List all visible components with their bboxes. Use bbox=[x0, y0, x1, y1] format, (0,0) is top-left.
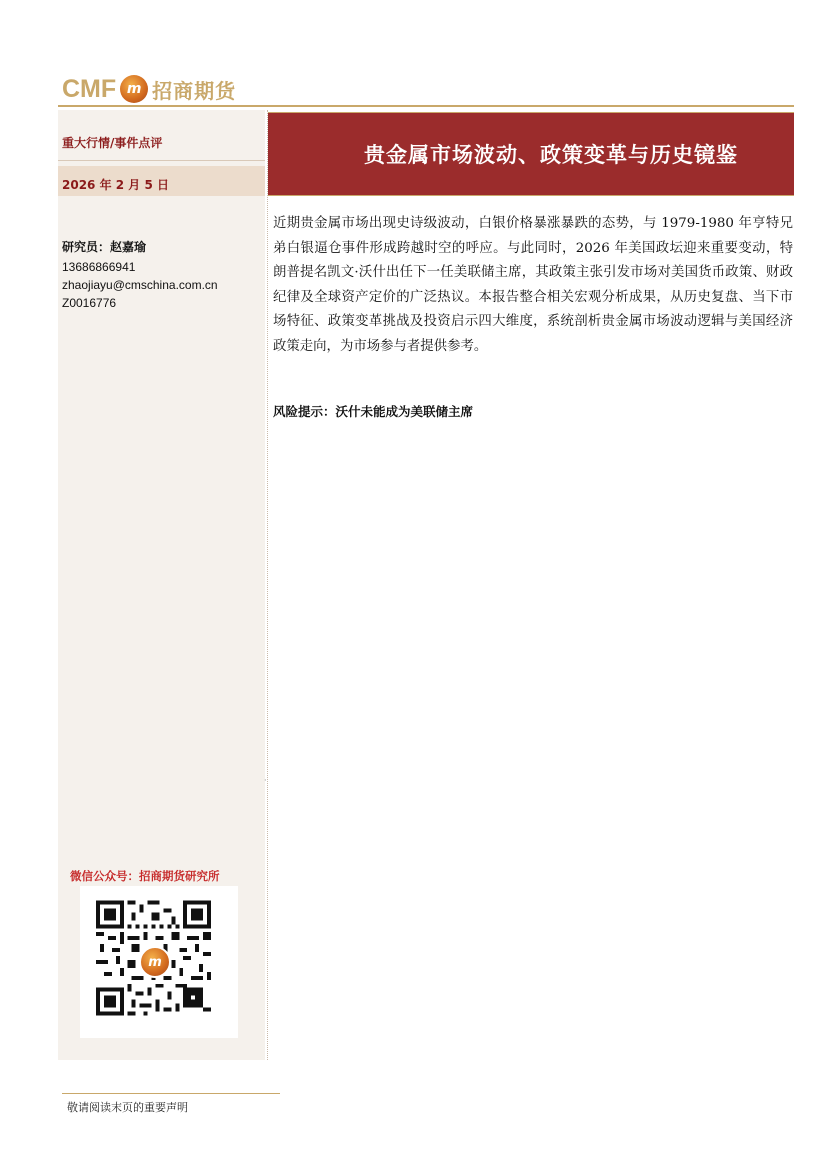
report-category: 重大行情/事件点评 bbox=[62, 136, 163, 150]
researcher-phone: 13686866941 bbox=[62, 260, 136, 274]
logo-mark-icon: m bbox=[120, 75, 148, 103]
header-divider bbox=[58, 105, 794, 107]
logo-latin-text: CMF bbox=[62, 74, 117, 103]
wechat-account-label: 微信公众号：招商期货研究所 bbox=[70, 869, 220, 883]
qr-logo-icon: m bbox=[139, 946, 171, 978]
report-title: 贵金属市场波动、政策变革与历史镜鉴 bbox=[364, 143, 738, 167]
margin-mark: · bbox=[264, 776, 267, 785]
researcher-email[interactable]: zhaojiayu@cmschina.com.cn bbox=[62, 278, 218, 292]
risk-warning: 风险提示：沃什未能成为美联储主席 bbox=[273, 404, 474, 419]
category-divider bbox=[58, 160, 265, 161]
report-date: 2026 年 2 月 5 日 bbox=[62, 178, 169, 192]
researcher-name: 研究员：赵嘉瑜 bbox=[62, 240, 147, 254]
report-summary: 近期贵金属市场出现史诗级波动，白银价格暴涨暴跌的态势，与 1979-1980 年亨特兄弟白银逼仓事件形成跨越时空的呼应。与此同时，2026 年美国政坛迎来重要变动，特朗普提名凯文·沃什出任下一任美联储主席，其政策主张引发市场对美国货币政策、财政纪律及全球资产定价的广泛热议。本报告整合相关宏观分析成果，从历史复盘、当下市场特征、政策变革挑战及投资启示四大维度，系统剖析贵金属市场波动逻辑与美国经济政策走向，为市场参与者提供参考。 bbox=[273, 216, 793, 354]
footer-disclaimer: 敬请阅读末页的重要声明 bbox=[67, 1101, 188, 1114]
logo-chinese-text: 招商期货 bbox=[152, 78, 237, 103]
company-logo bbox=[62, 72, 236, 106]
title-banner bbox=[268, 112, 794, 196]
footer-divider bbox=[62, 1093, 280, 1094]
qr-code-container bbox=[80, 886, 238, 1038]
researcher-license: Z0016776 bbox=[62, 296, 117, 310]
